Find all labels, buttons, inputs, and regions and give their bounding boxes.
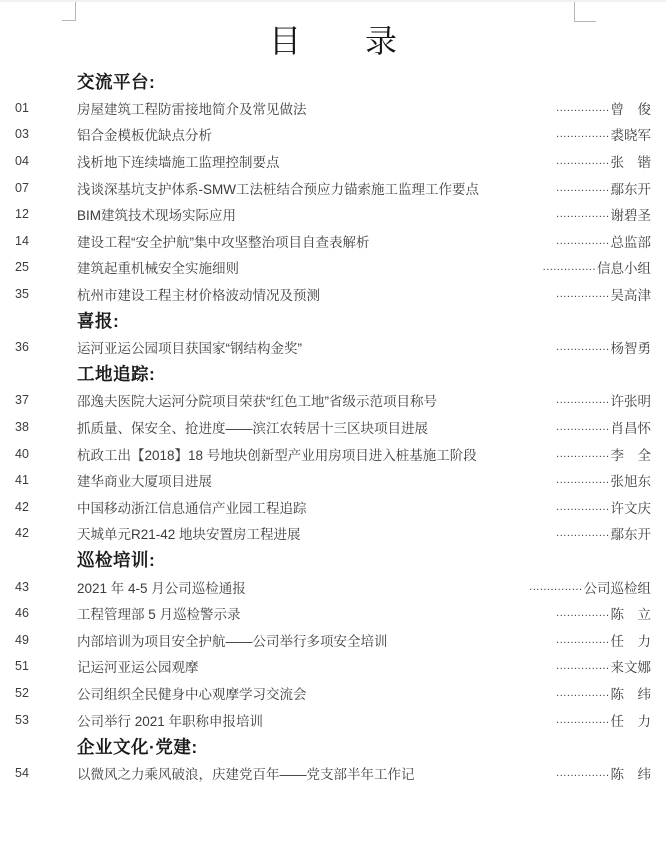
- dot-leader: ...............: [556, 421, 610, 434]
- entry-title: 浅析地下连续墙施工监理控制要点: [77, 155, 280, 171]
- section-heading: 工地追踪:: [77, 364, 156, 385]
- toc-entry: [15, 254, 651, 281]
- page-number: 14: [15, 233, 29, 248]
- entry-title: 房屋建筑工程防雷接地简介及常见做法: [77, 101, 307, 117]
- dot-leader: ...............: [529, 580, 583, 593]
- author-name: 吴高津: [610, 288, 651, 304]
- dot-leader: ...............: [556, 155, 610, 168]
- toc-entry: [15, 414, 651, 441]
- toc-entry: [15, 95, 651, 122]
- toc-entry: [15, 626, 651, 653]
- author-name: 鄢东开: [610, 181, 651, 197]
- toc-entry: [15, 494, 651, 521]
- toc-entry: [15, 148, 651, 175]
- entry-title: 建华商业大厦项目进展: [77, 474, 212, 490]
- page-number: 51: [15, 659, 29, 674]
- page-top-edge: [0, 0, 666, 2]
- entry-title: 天城单元R21-42 地块安置房工程进展: [77, 527, 301, 543]
- toc-entry: [15, 706, 651, 733]
- dot-leader: ...............: [556, 181, 610, 194]
- dot-leader: ...............: [542, 261, 596, 274]
- page-number: 40: [15, 446, 29, 461]
- toc-entry: [15, 680, 651, 707]
- dot-leader: ...............: [556, 766, 610, 779]
- toc-entry: [15, 174, 651, 201]
- page-number: 03: [15, 127, 29, 142]
- author-name: 鄢东开: [610, 527, 651, 543]
- dot-leader: ...............: [556, 607, 610, 620]
- page-number: 37: [15, 393, 29, 408]
- dot-leader: ...............: [556, 633, 610, 646]
- page-number: 04: [15, 154, 29, 169]
- dot-leader: ...............: [556, 500, 610, 513]
- dot-leader: ...............: [556, 686, 610, 699]
- entry-title: 公司组织全民健身中心观摩学习交流会: [77, 686, 307, 702]
- entry-title: BIM建筑技术现场实际应用: [77, 208, 237, 224]
- entry-title: 内部培训为项目安全护航——公司举行多项安全培训: [77, 633, 388, 649]
- toc-entry: [15, 121, 651, 148]
- entry-title: 公司举行 2021 年职称申报培训: [77, 713, 264, 729]
- author-name: 任 力: [610, 713, 651, 729]
- entry-title: 中国移动浙江信息通信产业园工程追踪: [77, 500, 307, 516]
- dot-leader: ...............: [556, 288, 610, 301]
- entry-title: 建设工程“安全护航”集中攻坚整治项目自查表解析: [77, 234, 370, 250]
- author-name: 总监部: [610, 234, 651, 250]
- toc-entry: [15, 281, 651, 308]
- author-name: 陈 纬: [610, 686, 651, 702]
- dot-leader: ...............: [556, 474, 610, 487]
- author-name: 任 力: [610, 633, 651, 649]
- author-name: 张 锴: [610, 155, 651, 171]
- author-name: 来文娜: [610, 660, 651, 676]
- entry-title: 杭政工出【2018】18 号地块创新型产业用房项目进入桩基施工阶段: [77, 447, 477, 463]
- entry-title: 记运河亚运公园观摩: [77, 660, 199, 676]
- dot-leader: ...............: [556, 660, 610, 673]
- dot-leader: ...............: [556, 128, 610, 141]
- author-name: 李 全: [610, 447, 651, 463]
- author-name: 裘晓军: [610, 128, 651, 144]
- entry-title: 工程管理部 5 月巡检警示录: [77, 607, 241, 623]
- entry-title: 杭州市建设工程主材价格波动情况及预测: [77, 288, 320, 304]
- margin-corner-mark-right: [574, 2, 596, 22]
- page-number: 53: [15, 712, 29, 727]
- page-number: 38: [15, 420, 29, 435]
- section-heading: 企业文化·党建:: [77, 736, 198, 757]
- dot-leader: ...............: [556, 713, 610, 726]
- dot-leader: ...............: [556, 341, 610, 354]
- entry-title: 运河亚运公园项目获国家“钢结构金奖”: [77, 341, 302, 357]
- page-number: 12: [15, 207, 29, 222]
- page-number: 42: [15, 499, 29, 514]
- toc-entry: [15, 387, 651, 414]
- author-name: 许张明: [610, 394, 651, 410]
- toc-entry: [15, 228, 651, 255]
- entry-title: 铝合金模板优缺点分析: [77, 128, 212, 144]
- page-number: 54: [15, 765, 29, 780]
- section-heading: 喜报:: [77, 311, 120, 332]
- author-name: 张旭东: [610, 474, 651, 490]
- entry-title: 抓质量、保安全、抢进度——滨江农转居十三区块项目进展: [77, 421, 428, 437]
- author-name: 谢碧圣: [610, 208, 651, 224]
- toc-entry: [15, 600, 651, 627]
- dot-leader: ...............: [556, 234, 610, 247]
- toc-entry: [15, 759, 651, 786]
- toc-entry: [15, 201, 651, 228]
- dot-leader: ...............: [556, 447, 610, 460]
- page-number: 25: [15, 260, 29, 275]
- toc-entry: [15, 653, 651, 680]
- page-number: 07: [15, 180, 29, 195]
- page-number: 42: [15, 526, 29, 541]
- toc-entry: [15, 573, 651, 600]
- entry-title: 建筑起重机械安全实施细则: [77, 261, 239, 277]
- author-name: 陈 纬: [610, 766, 651, 782]
- page-number: 46: [15, 606, 29, 621]
- entry-title: 2021 年 4-5 月公司巡检通报: [77, 580, 246, 596]
- entry-title: 浅谈深基坑支护体系-SMW工法桩结合预应力锚索施工监理工作要点: [77, 181, 479, 197]
- table-of-contents: [0, 68, 666, 786]
- page-number: 35: [15, 287, 29, 302]
- author-name: 公司巡检组: [583, 580, 651, 596]
- author-name: 陈 立: [610, 607, 651, 623]
- doc-title: 目 录: [268, 23, 397, 59]
- toc-entry: [15, 334, 651, 361]
- toc-entry: [15, 520, 651, 547]
- entry-title: 以微风之力乘风破浪，庆建党百年——党支部半年工作记: [77, 766, 415, 782]
- author-name: 许文庆: [610, 500, 651, 516]
- margin-corner-mark-left: [62, 2, 76, 21]
- page-number: 49: [15, 632, 29, 647]
- section-heading: 巡检培训:: [77, 550, 156, 571]
- author-name: 信息小组: [597, 261, 651, 277]
- toc-entry: [15, 467, 651, 494]
- dot-leader: ...............: [556, 527, 610, 540]
- author-name: 肖昌怀: [610, 421, 651, 437]
- dot-leader: ...............: [556, 394, 610, 407]
- toc-entry: [15, 440, 651, 467]
- dot-leader: ...............: [556, 208, 610, 221]
- author-name: 杨智勇: [610, 341, 651, 357]
- entry-title: 邵逸夫医院大运河分院项目荣获“红色工地”省级示范项目称号: [77, 394, 437, 410]
- page-number: 52: [15, 685, 29, 700]
- section-heading: 交流平台:: [77, 71, 156, 92]
- author-name: 曾 俊: [610, 101, 651, 117]
- page-number: 01: [15, 100, 29, 115]
- dot-leader: ...............: [556, 101, 610, 114]
- page-number: 43: [15, 579, 29, 594]
- page-number: 36: [15, 340, 29, 355]
- page-number: 41: [15, 473, 29, 488]
